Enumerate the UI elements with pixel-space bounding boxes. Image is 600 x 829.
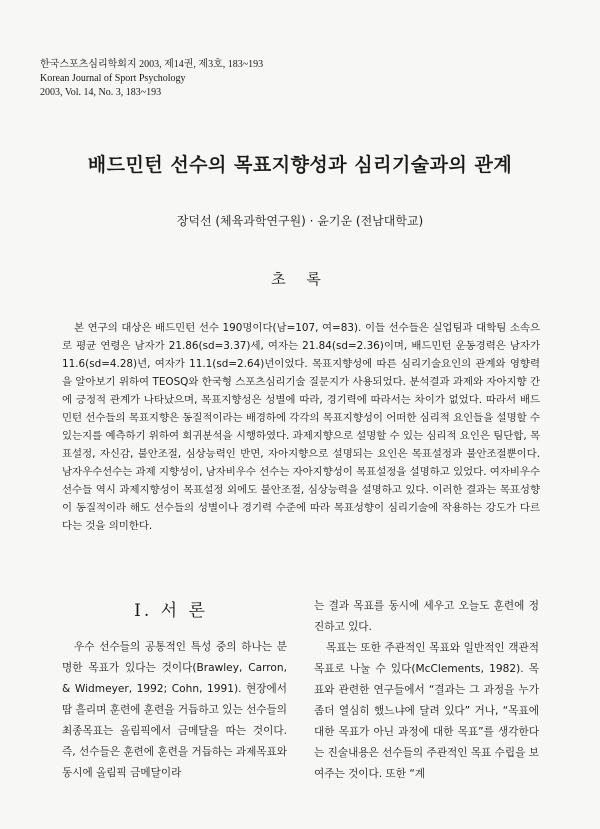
intro-paragraph-2: 목표는 또한 주관적인 목표와 일반적인 객관적 목표로 나눌 수 있다(McClements, 1982). 목표와 관련한 연구들에서 “결과는 그 과정을 누가 좀더 열심히 했느냐에 달려 있다” 거나, “목표에 대한 목표가 아닌 과정에 대한 목표”를 생각한다는 진술내용은 선수들의 주관적인 목표 수립을 보여주는 것이다. 또한 “계 bbox=[314, 642, 539, 780]
abstract-heading: 초 록 bbox=[271, 270, 329, 288]
section-heading-introduction: Ⅰ. 서 론 bbox=[134, 601, 208, 621]
journal-citation-english: Korean Journal of Sport Psychology bbox=[40, 73, 186, 84]
paper-title: 배드민턴 선수의 목표지향성과 심리기술과의 관계 bbox=[87, 154, 513, 176]
journal-citation-korean: 한국스포츠심리학회지 2003, 제14권, 제3호, 183~193 bbox=[40, 59, 264, 70]
body-column-right bbox=[314, 596, 539, 785]
body-column-left bbox=[62, 637, 287, 784]
journal-citation bbox=[40, 58, 263, 100]
journal-citation-volume: 2003, Vol. 14, No. 3, 183~193 bbox=[40, 87, 162, 98]
intro-paragraph-1: 우수 선수들의 공통적인 특성 중의 하나는 분명한 목표가 있다는 것이다(Brawley, Carron, & Widmeyer, 1992; Cohn, 1991). 현장에서 땀 흘리며 훈련에 훈련을 거듭하고 있는 선수들의 최종목표는 올림픽에서 금메달을 따는 것이다. 즉, 선수들은 훈련에 훈련을 거듭하는 과제목표와 동시에 올림픽 금메달이라 bbox=[62, 641, 287, 779]
paper-authors: 장덕선 (체육과학연구원) · 윤기운 (전남대학교) bbox=[176, 214, 424, 228]
intro-paragraph-1-continued: 는 결과 목표를 동시에 세우고 오늘도 훈련에 정진하고 있다. bbox=[314, 600, 539, 633]
abstract-body: 본 연구의 대상은 배드민턴 선수 190명이다(남=107, 여=83). 이들 선수들은 실업팀과 대학팀 소속으로 평균 연령은 남자가 21.86(sd=3.37)세, 여자는 21.84(sd=2.36)이며, 배드민턴 운동경력은 남자가 11.6(sd=4.28)년, 여자가 11.1(sd=2.64)년이었다. 목표지향성에 따른 심리기술요인의 관계와 영향력을 알아보기 위하여 TEOSQ와 한국형 스포츠심리기술 질문지가 사용되었다. 분석결과 과제와 자아지향 간에 긍정적 관계가 나타났으며, 목표지향성은 성별에 따라, 경기력에 따라서는 차이가 없었다. 따라서 배드민턴 선수들의 목표지향은 동질적이라는 배경하에 각각의 목표지향성이 어떠한 심리적 요인들을 설명할 수 있는지를 예측하기 위하여 회귀분석을 시행하였다. 과제지향으로 설명할 수 있는 심리적 요인은 팀단합, 목표설정, 자신감, 불안조절, 심상능력인 반면, 자아지향으로 설명되는 요인은 목표설정과 불안조절뿐이다. 남자우수선수는 과제 지향성이, 남자비우수 선수는 자아지향성이 목표설정을 설명하고 있었다. 여자비우수 선수들 역시 과제지향성이 목표설정 외에도 불안조절, 심상능력을 설명하고 있다. 이러한 결과는 목표성향이 동질적이라 해도 선수들의 성별이나 경기력 수준에 따라 목표성향이 심리기술에 작용하는 강도가 다르다는 것을 의미한다. bbox=[62, 322, 540, 532]
